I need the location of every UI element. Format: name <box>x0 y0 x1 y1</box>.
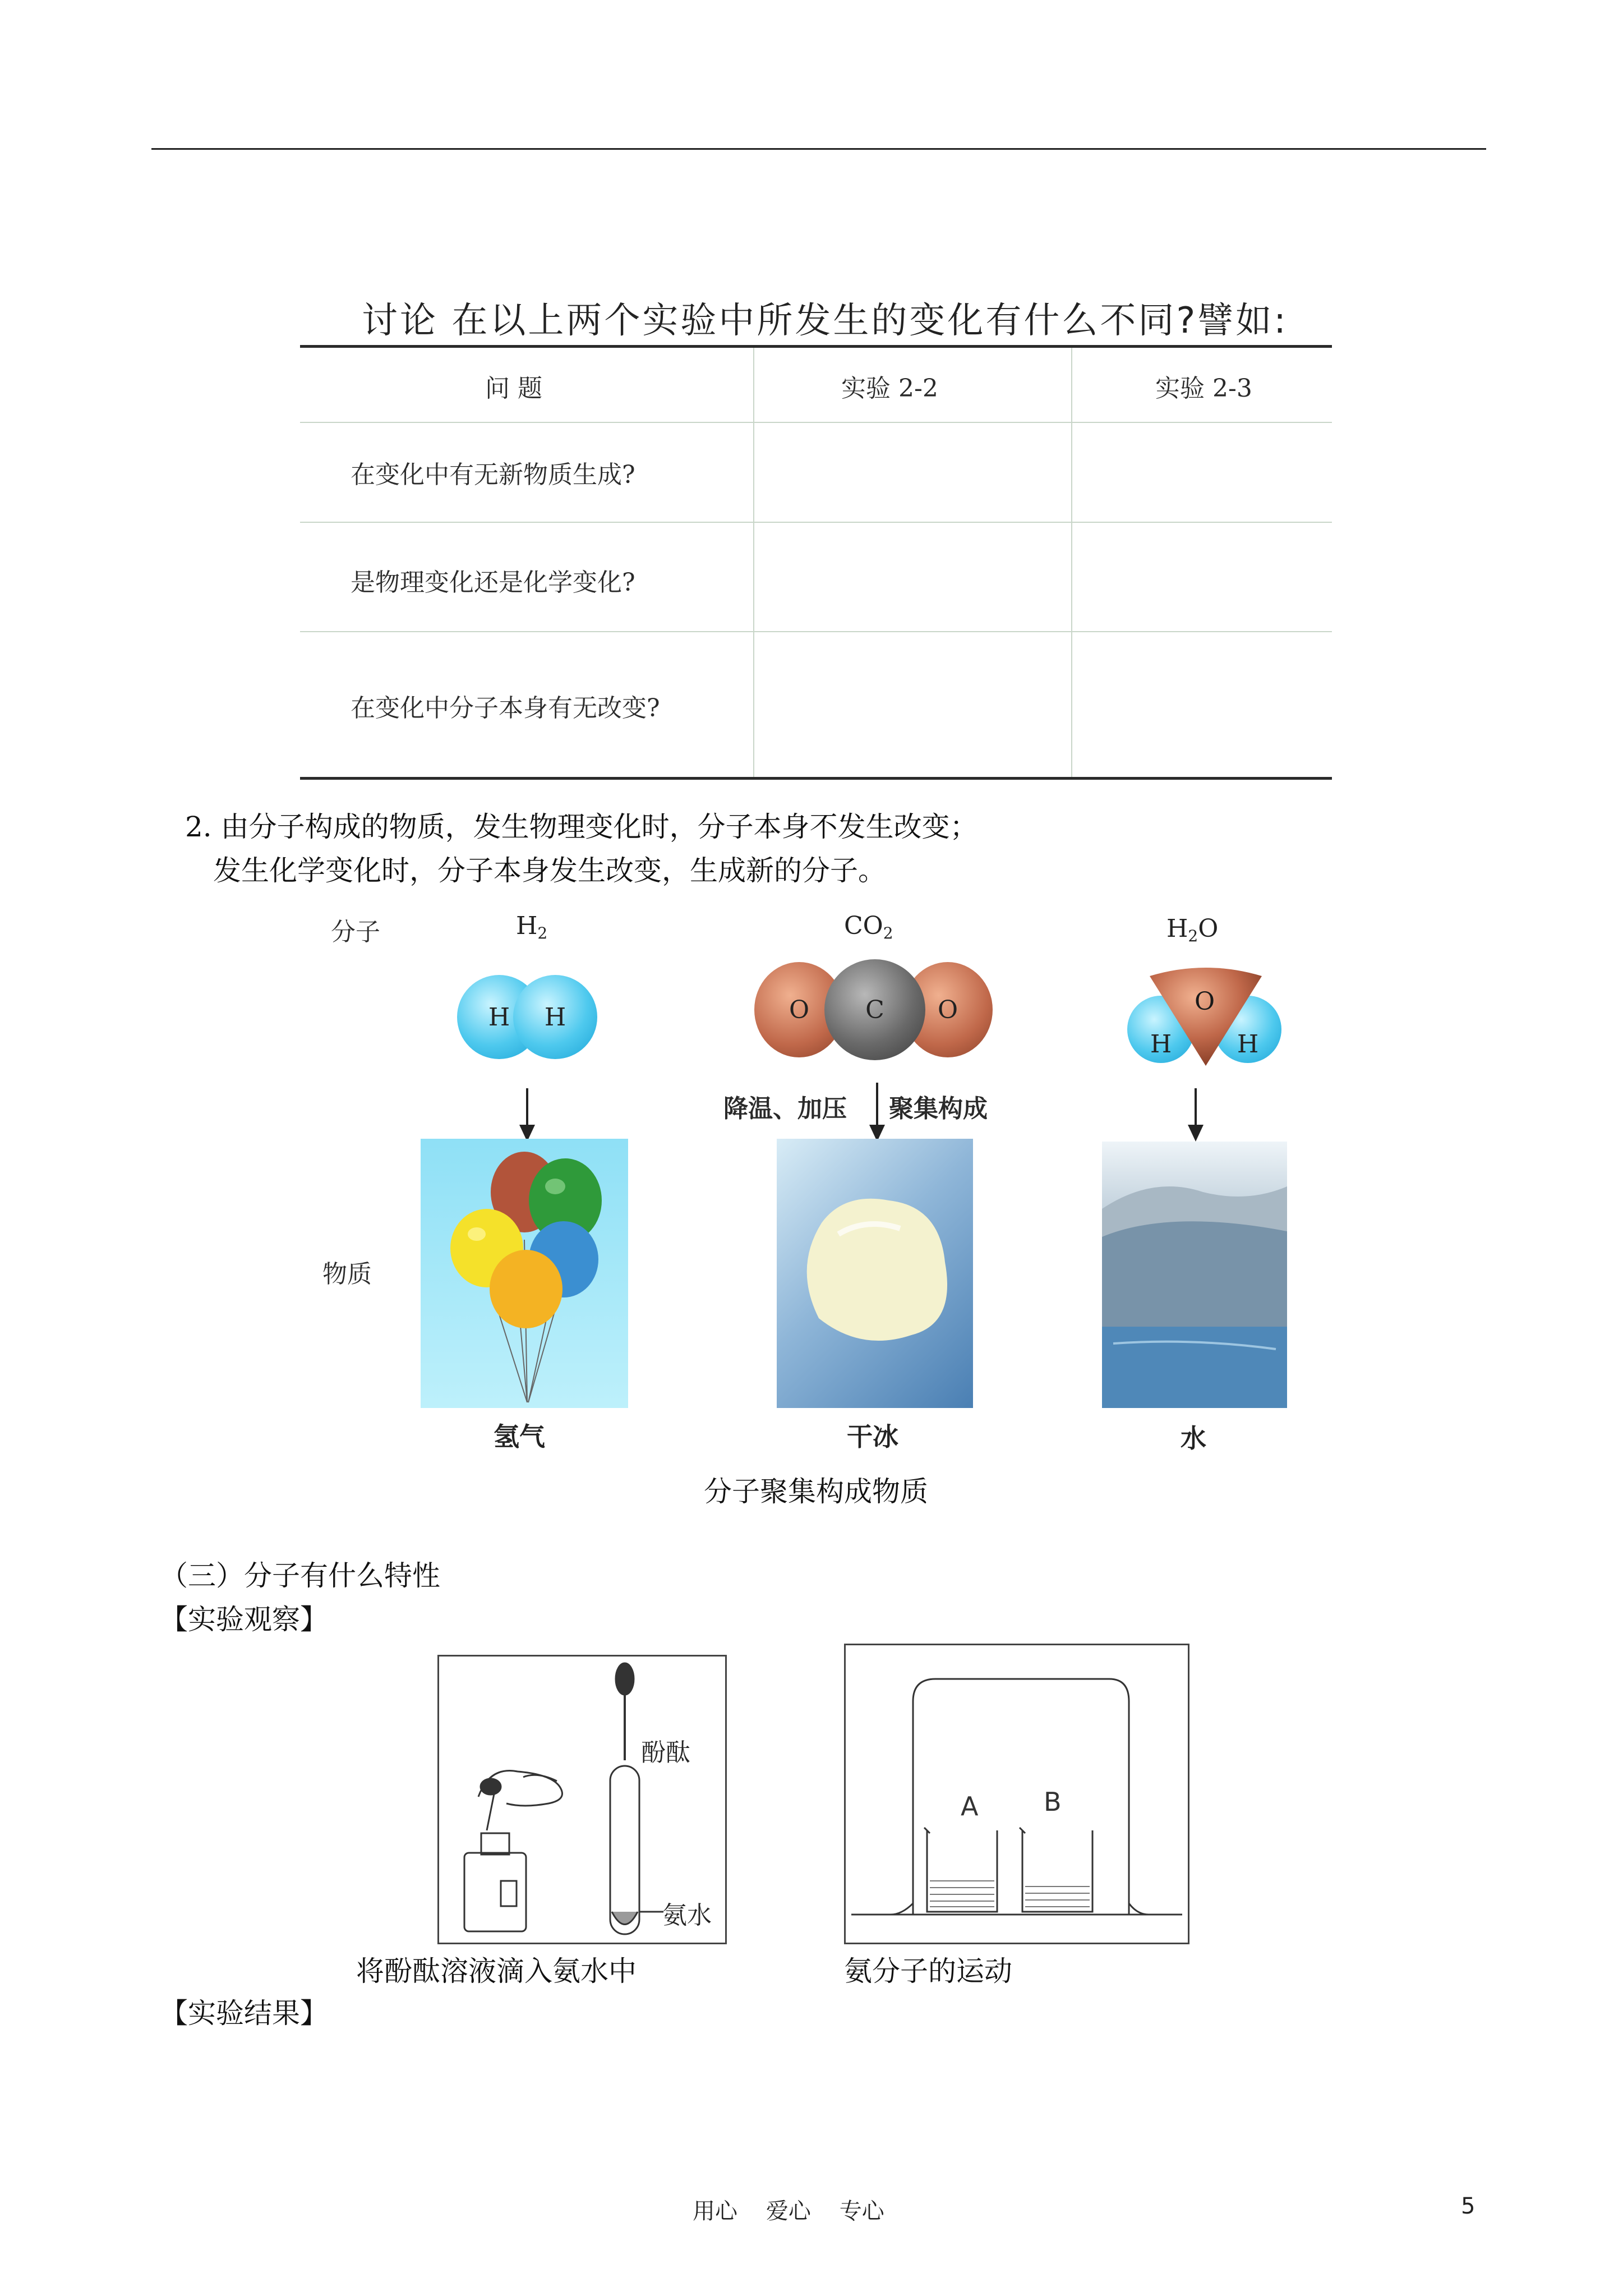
hydrogen-atom: H <box>1127 996 1195 1063</box>
formula-h2: $H_2$ <box>516 912 548 942</box>
table-top-rule <box>300 345 1332 348</box>
observe-heading: 【实验观察】 <box>160 1603 328 1636</box>
water-landscape-image <box>1102 1142 1287 1408</box>
header-rule <box>151 148 1486 150</box>
label-ammonia: 氨水 <box>662 1901 712 1930</box>
figure-caption: 分子聚集构成物质 <box>704 1475 928 1508</box>
arrow-down-icon <box>526 1088 528 1128</box>
table-row-rule <box>300 631 1332 632</box>
page-number: 5 <box>1461 2193 1476 2219</box>
label-beaker-b: B <box>1044 1787 1062 1817</box>
table-row-question: 在变化中有无新物质生成? <box>351 461 635 489</box>
table-header-exp-2-3: 实验 2-3 <box>1155 374 1252 403</box>
arrow-note-left: 降温、加压 <box>723 1094 847 1123</box>
oxygen-atom: O <box>903 962 993 1057</box>
formula-co2: $CO_2$ <box>844 912 893 942</box>
table-divider <box>1071 348 1072 777</box>
oxygen-atom: O <box>1144 965 1267 1069</box>
table-header-exp-2-2: 实验 2-2 <box>841 374 938 403</box>
point-2-line-2: 发生化学变化时，分子本身发生改变，生成新的分子。 <box>213 854 886 887</box>
fig1-caption: 将酚酞溶液滴入氨水中 <box>356 1955 637 1987</box>
oxygen-atom: O <box>754 962 844 1057</box>
dry-ice-image <box>777 1139 973 1408</box>
arrow-note-right: 聚集构成 <box>889 1094 988 1123</box>
table-divider <box>753 348 754 777</box>
point-2-line-1: 2. 由分子构成的物质，发生物理变化时，分子本身不发生改变； <box>185 811 978 843</box>
balloons-image <box>421 1139 628 1408</box>
result-heading: 【实验结果】 <box>160 1997 328 2030</box>
table-bottom-rule <box>300 777 1332 780</box>
ammonia-motion-figure <box>844 1644 1189 1944</box>
table-row-question: 是物理变化还是化学变化? <box>351 568 635 597</box>
arrow-down-icon <box>876 1083 878 1128</box>
footer-text: 用心 爱心 专心 <box>693 2198 884 2224</box>
label-phenolphthalein: 酚酞 <box>641 1738 690 1767</box>
arrow-down-icon <box>1188 1125 1204 1142</box>
substance-water: 水 <box>1181 1423 1206 1453</box>
table-row-question: 在变化中分子本身有无改变? <box>351 694 660 723</box>
label-beaker-a: A <box>961 1791 979 1821</box>
discussion-table <box>294 292 1338 780</box>
hydrogen-atom: H <box>457 975 541 1059</box>
table-row-rule <box>300 422 1332 423</box>
table-header-question: 问 题 <box>485 374 542 403</box>
table-row-rule <box>300 522 1332 523</box>
hydrogen-atom: H <box>1214 996 1281 1063</box>
carbon-atom: C <box>824 959 925 1060</box>
substance-dry-ice: 干冰 <box>847 1421 898 1452</box>
row-label-molecule: 分子 <box>331 918 380 946</box>
hydrogen-atom: H <box>513 975 597 1059</box>
arrow-down-icon <box>1195 1088 1197 1128</box>
substance-hydrogen: 氢气 <box>494 1421 545 1452</box>
section-heading: （三）分子有什么特性 <box>160 1559 440 1592</box>
discussion-title: 讨论 在以上两个实验中所发生的变化有什么不同?譬如: <box>362 300 1288 342</box>
phenolphthalein-figure <box>437 1655 727 1944</box>
fig2-caption: 氨分子的运动 <box>844 1955 1012 1987</box>
row-label-substance: 物质 <box>322 1260 372 1289</box>
formula-h2o: $H_2O$ <box>1166 914 1219 945</box>
